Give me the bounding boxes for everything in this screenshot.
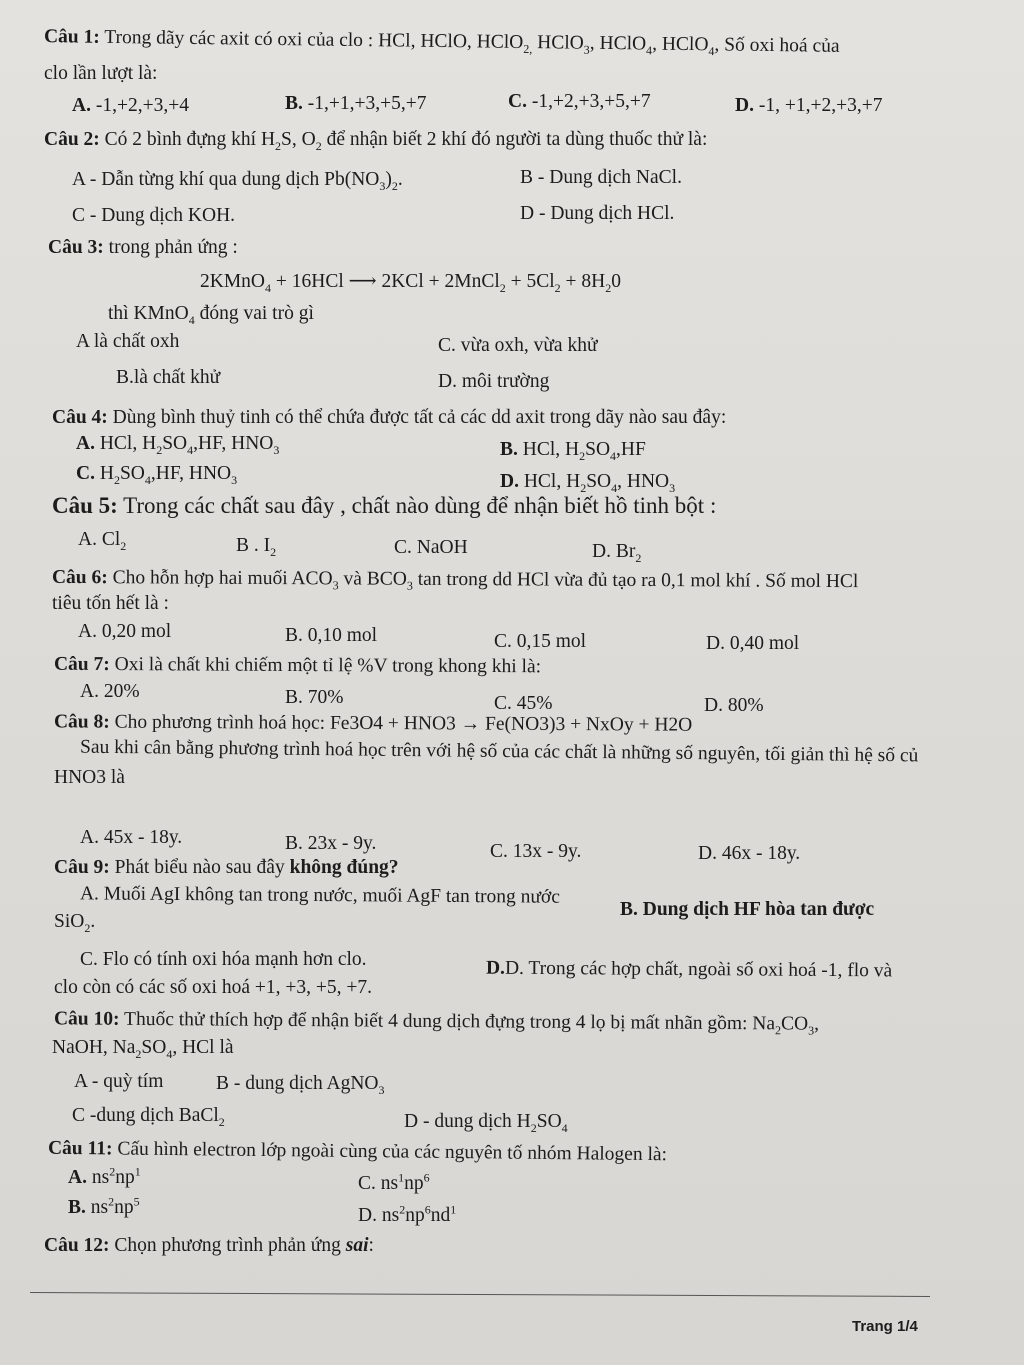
q8-option-a: A. 45x - 18y. — [80, 827, 183, 848]
q3-option-d: D. môi trường — [438, 371, 550, 392]
page-number: Trang 1/4 — [852, 1318, 918, 1335]
q2-option-d: D - Dung dịch HCl. — [520, 203, 675, 224]
question-11: Câu 11: Cấu hình electron lớp ngoài cùng của các nguyên tố nhóm Halogen là: — [47, 1137, 668, 1166]
q9-option-b: B. Dung dịch HF hòa tan được — [620, 899, 875, 920]
q5-option-a: A. $Cl_2$ — [78, 529, 127, 553]
question-12: Câu 12: Chọn phương trình phản ứng sai: — [44, 1235, 374, 1256]
q6-option-b: B. 0,10 mol — [285, 625, 378, 646]
q7-option-a: A. 20% — [80, 681, 140, 702]
question-6: Câu 6: Cho hỗn hợp hai muối $ACO_3$ và $BCO_3$ tan trong dd HCl vừa đủ tạo ra 0,1 mol khí . Số mol HCl — [51, 566, 859, 593]
q2-option-b: B - Dung dịch NaCl. — [520, 167, 682, 188]
q9-option-d-cont: clo còn có các số oxi hoá +1, +3, +5, +7. — [54, 977, 372, 998]
question-5: Câu 5: Trong các chất sau đây , chất nào dùng để nhận biết hồ tinh bột : — [52, 493, 717, 518]
question-10-cont: NaOH, $Na_2SO_4$, HCl là — [52, 1037, 234, 1061]
question-2: Câu 2: Có 2 bình đựng khí $H_2S$, $O_2$ để nhận biết 2 khí đó người ta dùng thuốc thử là: — [44, 129, 708, 153]
q2-option-a: A - Dẫn từng khí qua dung dịch $Pb(NO_3)_2$. — [72, 169, 403, 193]
question-3: Câu 3: trong phản ứng : — [48, 237, 238, 258]
q8-option-c: C. 13x - 9y. — [490, 841, 582, 862]
q1-option-a: A. -1,+2,+3,+4 — [72, 95, 189, 116]
q10-option-c: C -dung dịch BaCl$_2$ — [72, 1105, 225, 1129]
q11-option-d: D. $ns^2np^6nd^1$ — [358, 1202, 457, 1226]
q9-option-a: A. Muối AgI không tan trong nước, muối AgF tan trong nước — [79, 883, 561, 908]
q5-option-d: D. $Br_2$ — [592, 541, 642, 565]
question-1-cont: clo lần lượt là: — [44, 63, 158, 84]
q10-option-b: B - dung dịch AgNO$_3$ — [216, 1073, 385, 1097]
q9-option-c: C. Flo có tính oxi hóa mạnh hơn clo. — [80, 949, 367, 970]
question-1: Câu 1: Trong dãy các axit có oxi của clo : HCl, HClO, HClO$_{2,}$ HClO$_3$, HClO$_4$, HClO$_4$, Số oxi hoá của — [43, 26, 840, 59]
q4-option-c: C. $H_2SO_4,HF$, $HNO_3$ — [76, 463, 238, 487]
q7-option-c: C. 45% — [494, 693, 553, 714]
question-9: Câu 9: Phát biểu nào sau đây không đúng? — [54, 857, 399, 878]
q6-option-d: D. 0,40 mol — [706, 633, 800, 654]
q6-option-a: A. 0,20 mol — [78, 621, 172, 642]
question-8-cont2: HNO3 là — [54, 767, 125, 788]
q3-option-b: B.là chất khử — [116, 367, 221, 388]
q4-option-b: B. HCl, $H_2SO_4,HF$ — [500, 439, 646, 463]
question-6-cont: tiêu tốn hết là : — [52, 593, 169, 614]
q11-option-c: C. $ns^1np^6$ — [358, 1170, 430, 1194]
q10-option-d: D - dung dịch $H_2SO_4$ — [404, 1111, 568, 1135]
q7-option-b: B. 70% — [285, 687, 344, 708]
q2-option-c: C - Dung dịch KOH. — [72, 205, 236, 226]
question-8-cont: Sau khi cân bằng phương trình hoá học trên với hệ số của các chất là những số nguyên, tối giản thì hệ số củ — [79, 736, 919, 767]
question-7: Câu 7: Oxi là chất khi chiếm một tỉ lệ %V trong khong khi là: — [53, 653, 542, 678]
q1-option-b: B. -1,+1,+3,+5,+7 — [285, 93, 427, 114]
q4-option-a: A. HCl, $H_2SO_4,HF$, $HNO_3$ — [76, 433, 280, 457]
q8-option-b: B. 23x - 9y. — [285, 833, 377, 854]
q6-option-c: C. 0,15 mol — [494, 631, 587, 652]
q5-option-b: B . $I_2$ — [236, 535, 277, 559]
q3-equation: 2KMnO$_4$ + 16HCl ⟶ 2KCl + 2MnCl$_2$ + $5Cl_2 + 8H_20$ — [200, 271, 622, 295]
q5-option-c: C. NaOH — [394, 537, 468, 558]
q3-option-c: C. vừa oxh, vừa khử — [438, 335, 598, 356]
q1-option-d: D. -1, +1,+2,+3,+7 — [735, 95, 883, 116]
q7-option-d: D. 80% — [704, 695, 764, 716]
q8-option-d: D. 46x - 18y. — [698, 843, 801, 864]
q9-option-b-cont: SiO$_2$. — [54, 911, 96, 935]
q1-option-c: C. -1,+2,+3,+5,+7 — [508, 91, 651, 112]
q11-option-a: A. $ns^2np^1$ — [68, 1164, 141, 1188]
q11-option-b: B. $ns^2np^5$ — [68, 1194, 140, 1218]
question-4: Câu 4: Dùng bình thuỷ tinh có thể chứa được tất cả các dd axit trong dãy nào sau đây: — [52, 407, 727, 428]
question-10: Câu 10: Thuốc thử thích hợp để nhận biết 4 dung dịch đựng trong 4 lọ bị mất nhãn gồm: $Na_2CO_3$, — [53, 1008, 820, 1038]
q3-option-a: A là chất oxh — [76, 331, 180, 352]
q10-option-a: A - quỳ tím — [74, 1071, 164, 1092]
q4-option-d: D. HCl, $H_2SO_4$, $HNO_3$ — [500, 471, 676, 495]
q3-role: thì KMnO$_4$ đóng vai trò gì — [108, 303, 314, 327]
question-8: Câu 8: Cho phương trình hoá học: Fe3O4 + HNO3 → Fe(NO3)3 + NxOy + H2O — [53, 711, 693, 736]
q9-option-d: D.D. Trong các hợp chất, ngoài số oxi hoá -1, flo và — [485, 957, 893, 982]
footer-divider — [30, 1292, 930, 1297]
